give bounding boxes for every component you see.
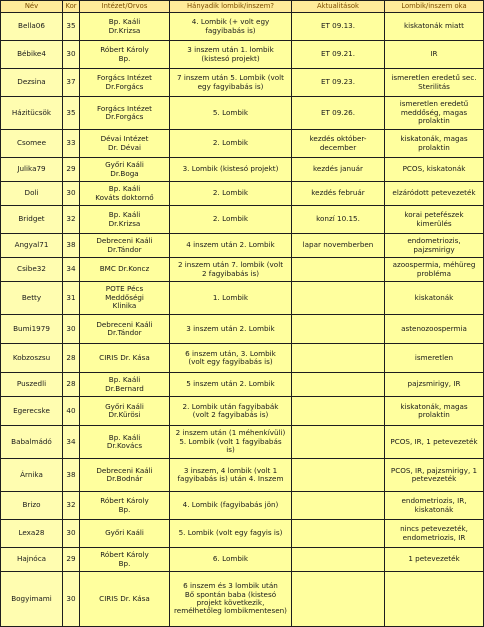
cell-institute: Forgács Intézet Dr.Forgács	[80, 69, 170, 97]
cell-current	[292, 459, 385, 492]
table-row	[1, 397, 484, 426]
table-row	[1, 373, 484, 397]
table-row	[1, 426, 484, 459]
cell-age: 40	[63, 397, 80, 426]
cell-name: Árnika	[1, 459, 63, 492]
cell-age: 30	[63, 182, 80, 206]
cell-age: 37	[63, 69, 80, 97]
cell-current: kezdés február	[292, 182, 385, 206]
cell-cause: pajzsmirigy, IR	[385, 373, 484, 397]
cell-cause: PCOS, kiskatonák	[385, 158, 484, 182]
cell-cause: kiskatonák miatt	[385, 13, 484, 41]
cell-name: Hajnóca	[1, 548, 63, 572]
cell-current: ET 09.21.	[292, 41, 385, 69]
cell-ivf-count: 2. Lombik	[170, 182, 292, 206]
table-row	[1, 258, 484, 282]
cell-institute: Róbert Károly Bp.	[80, 492, 170, 520]
cell-current	[292, 426, 385, 459]
cell-ivf-count: 6. Lombik	[170, 548, 292, 572]
cell-current	[292, 397, 385, 426]
cell-cause: kiskatonák, magas prolaktin	[385, 397, 484, 426]
header-row	[1, 1, 484, 13]
table-row	[1, 572, 484, 627]
cell-institute: Bp. Kaáli Dr.Bernard	[80, 373, 170, 397]
cell-ivf-count: 4. Lombik (+ volt egy fagyibabás is)	[170, 13, 292, 41]
header-cause: Lombik/inszem oka	[385, 1, 484, 13]
cell-institute: Bp. Kaáli Kováts doktornő	[80, 182, 170, 206]
cell-cause: endometriozis, pajzsmirigy	[385, 234, 484, 258]
cell-ivf-count: 2. Lombik után fagyibabák (volt 2 fagyibabás is)	[170, 397, 292, 426]
header-name: Név	[1, 1, 63, 13]
cell-institute: Dévai Intézet Dr. Dévai	[80, 130, 170, 158]
cell-institute: CIRIS Dr. Kása	[80, 344, 170, 373]
cell-ivf-count: 5. Lombik (volt egy fagyis is)	[170, 520, 292, 548]
cell-current	[292, 572, 385, 627]
cell-age: 30	[63, 315, 80, 344]
cell-current: ET 09.23.	[292, 69, 385, 97]
cell-name: Puszedli	[1, 373, 63, 397]
cell-institute: Debreceni Kaáli Dr.Bodnár	[80, 459, 170, 492]
cell-name: Házitücsök	[1, 97, 63, 130]
cell-ivf-count: 5. Lombik	[170, 97, 292, 130]
cell-age: 35	[63, 97, 80, 130]
cell-institute: Debreceni Kaáli Dr.Tándor	[80, 315, 170, 344]
table-row	[1, 182, 484, 206]
cell-name: Bogyimami	[1, 572, 63, 627]
cell-current: kezdés október- december	[292, 130, 385, 158]
cell-age: 29	[63, 548, 80, 572]
cell-institute: Bp. Kaáli Dr.Krizsa	[80, 13, 170, 41]
cell-name: Dezsina	[1, 69, 63, 97]
cell-ivf-count: 5 inszem után 2. Lombik	[170, 373, 292, 397]
cell-name: Brizo	[1, 492, 63, 520]
cell-cause: azoospermia, méhüreg probléma	[385, 258, 484, 282]
table-row	[1, 492, 484, 520]
table-row	[1, 315, 484, 344]
table-row	[1, 344, 484, 373]
cell-age: 30	[63, 572, 80, 627]
header-age: Kor	[63, 1, 80, 13]
cell-institute: BMC Dr.Koncz	[80, 258, 170, 282]
table-row	[1, 41, 484, 69]
cell-name: Angyal71	[1, 234, 63, 258]
cell-age: 34	[63, 426, 80, 459]
cell-ivf-count: 3 inszem, 4 lombik (volt 1 fagyibabás is) után 4. Inszem	[170, 459, 292, 492]
cell-current	[292, 282, 385, 315]
cell-age: 31	[63, 282, 80, 315]
cell-ivf-count: 3 inszem után 2. Lombik	[170, 315, 292, 344]
cell-current	[292, 315, 385, 344]
cell-ivf-count: 4 inszem után 2. Lombik	[170, 234, 292, 258]
cell-cause: nincs petevezeték, endometriozis, IR	[385, 520, 484, 548]
table-row	[1, 158, 484, 182]
cell-age: 28	[63, 373, 80, 397]
cell-age: 32	[63, 206, 80, 234]
cell-age: 30	[63, 520, 80, 548]
cell-current	[292, 492, 385, 520]
cell-cause: PCOS, IR, pajzsmirigy, 1 petevezeték	[385, 459, 484, 492]
cell-name: Bella06	[1, 13, 63, 41]
cell-ivf-count: 2. Lombik	[170, 130, 292, 158]
cell-cause: kiskatonák, magas prolaktin	[385, 130, 484, 158]
cell-age: 32	[63, 492, 80, 520]
header-ivf-count: Hányadik lombik/inszem?	[170, 1, 292, 13]
cell-current	[292, 344, 385, 373]
cell-institute: Róbert Károly Bp.	[80, 41, 170, 69]
cell-name: Egerecske	[1, 397, 63, 426]
cell-name: Bébike4	[1, 41, 63, 69]
cell-cause: ismeretlen eredetű sec. Sterilitás	[385, 69, 484, 97]
table-row	[1, 520, 484, 548]
table-row	[1, 97, 484, 130]
table-row	[1, 206, 484, 234]
header-institute: Intézet/Orvos	[80, 1, 170, 13]
cell-institute: Győri Kaáli Dr.Kürösi	[80, 397, 170, 426]
cell-age: 30	[63, 41, 80, 69]
cell-name: Doli	[1, 182, 63, 206]
cell-institute: POTE Pécs Meddőségi Klinika	[80, 282, 170, 315]
cell-current	[292, 258, 385, 282]
cell-current: kezdés január	[292, 158, 385, 182]
cell-ivf-count: 2 inszem után (1 méhenkívüli) 5. Lombik (volt 1 fagyibabás is)	[170, 426, 292, 459]
cell-ivf-count: 2. Lombik	[170, 206, 292, 234]
cell-name: Csomee	[1, 130, 63, 158]
cell-institute: Győri Kaáli	[80, 520, 170, 548]
table-row	[1, 234, 484, 258]
cell-ivf-count: 7 inszem után 5. Lombik (volt egy fagyibabás is)	[170, 69, 292, 97]
cell-current: lapar novemberben	[292, 234, 385, 258]
cell-ivf-count: 6 inszem és 3 lombik után Bő spontán baba (kistesó projekt következik, reméłhetőleg lombikmentesen)	[170, 572, 292, 627]
table-row	[1, 69, 484, 97]
cell-cause: korai petefészek kimerülés	[385, 206, 484, 234]
cell-age: 34	[63, 258, 80, 282]
cell-ivf-count: 6 inszem után, 3. Lombik (volt egy fagyibabás is)	[170, 344, 292, 373]
cell-cause: PCOS, IR, 1 petevezeték	[385, 426, 484, 459]
cell-current: konzí 10.15.	[292, 206, 385, 234]
cell-name: Kobzoszsu	[1, 344, 63, 373]
cell-institute: Debreceni Kaáli Dr.Tándor	[80, 234, 170, 258]
cell-cause: elzáródott petevezeték	[385, 182, 484, 206]
cell-age: 35	[63, 13, 80, 41]
cell-cause: IR	[385, 41, 484, 69]
table-row	[1, 459, 484, 492]
cell-cause: ismeretlen eredetű meddőség, magas prolaktin	[385, 97, 484, 130]
cell-institute: CIRIS Dr. Kása	[80, 572, 170, 627]
cell-cause: astenozoospermia	[385, 315, 484, 344]
cell-current: ET 09.13.	[292, 13, 385, 41]
cell-name: Julika79	[1, 158, 63, 182]
cell-institute: Róbert Károly Bp.	[80, 548, 170, 572]
cell-age: 28	[63, 344, 80, 373]
cell-cause: endometriozis, IR, kiskatonák	[385, 492, 484, 520]
cell-institute: Forgács Intézet Dr.Forgács	[80, 97, 170, 130]
cell-name: Bumi1979	[1, 315, 63, 344]
cell-current: ET 09.26.	[292, 97, 385, 130]
cell-current	[292, 520, 385, 548]
cell-current	[292, 548, 385, 572]
cell-name: Bridget	[1, 206, 63, 234]
cell-ivf-count: 4. Lombik (fagyibabás jön)	[170, 492, 292, 520]
cell-name: Csibe32	[1, 258, 63, 282]
cell-ivf-count: 1. Lombik	[170, 282, 292, 315]
cell-cause: kiskatonák	[385, 282, 484, 315]
table-row	[1, 130, 484, 158]
cell-name: Lexa28	[1, 520, 63, 548]
header-current: Aktualitások	[292, 1, 385, 13]
cell-age: 29	[63, 158, 80, 182]
cell-age: 33	[63, 130, 80, 158]
cell-current	[292, 373, 385, 397]
cell-name: Betty	[1, 282, 63, 315]
table-row	[1, 13, 484, 41]
cell-cause	[385, 572, 484, 627]
table-row	[1, 548, 484, 572]
cell-name: Babalmádó	[1, 426, 63, 459]
cell-ivf-count: 2 inszem után 7. lombik (volt 2 fagyibabás is)	[170, 258, 292, 282]
cell-age: 38	[63, 234, 80, 258]
cell-cause: 1 petevezeték	[385, 548, 484, 572]
cell-ivf-count: 3 inszem után 1. lombik (kistesó projekt)	[170, 41, 292, 69]
table-row	[1, 282, 484, 315]
cell-institute: Bp. Kaáli Dr.Kovács	[80, 426, 170, 459]
cell-institute: Bp. Kaáli Dr.Krizsa	[80, 206, 170, 234]
cell-age: 38	[63, 459, 80, 492]
cell-cause: ismeretlen	[385, 344, 484, 373]
cell-ivf-count: 3. Lombik (kistesó projekt)	[170, 158, 292, 182]
cell-institute: Győri Kaáli Dr.Boga	[80, 158, 170, 182]
